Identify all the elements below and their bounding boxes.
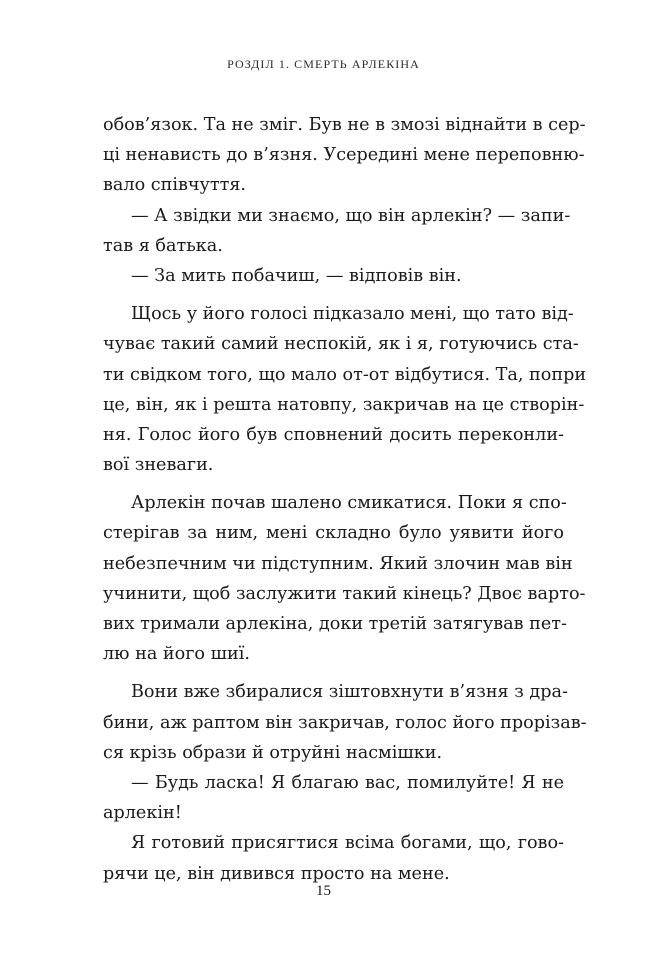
text-line: вих тримали арлекіна, доки третій затягував пет-	[103, 614, 567, 634]
text-line: небезпечним чи підступним. Який злочин мав він	[103, 553, 573, 574]
text-line: бини, аж раптом він закричав, голос його прорізав-	[103, 712, 587, 733]
paragraph-1	[103, 110, 586, 201]
text-line: арлекін!	[103, 803, 182, 824]
page-number: 15	[316, 883, 331, 899]
text-line: ня. Голос його був сповнений досить переконли-	[103, 424, 564, 445]
text-line: тав я батька.	[103, 235, 223, 256]
paragraph-5	[103, 488, 586, 669]
text-line: лю на його шиї.	[103, 644, 250, 665]
text-line: вої зневаги.	[103, 455, 214, 476]
text-line: чуває такий самий неспокій, як і я, готуючись ста-	[103, 334, 579, 355]
running-head: РОЗДІЛ 1. СМЕРТЬ АРЛЕКІНА	[227, 57, 420, 71]
text-line: ці ненависть до в’язня. Усередині мене переповню-	[103, 145, 585, 166]
text-line: ти свідком того, що мало от-от відбутися. Та, попри	[103, 364, 587, 385]
paragraph-8	[103, 828, 564, 888]
text-line: — Будь ласка! Я благаю вас, помилуйте! Я не	[131, 772, 564, 793]
text-line: вало співчуття.	[103, 175, 247, 196]
paragraph-6	[103, 677, 587, 768]
text-line: стерігав за ним, мені складно було уявити його	[103, 523, 564, 544]
text-line: учинити, щоб заслужити такий кінець? Двоє варто-	[103, 583, 586, 604]
body-text	[103, 110, 587, 889]
paragraph-2	[103, 201, 571, 261]
text-line: обов’язок. Та не зміг. Був не в змозі віднайти в сер-	[103, 115, 586, 135]
text-line: Вони вже збиралися зіштовхнути в’язня з дра-	[131, 682, 568, 703]
text-line: Щось у його голосі підказало мені, що тато від-	[131, 304, 574, 325]
text-line: — А звідки ми знаємо, що він арлекін? — запи-	[131, 205, 571, 226]
paragraph-4	[103, 299, 587, 480]
text-line: ся крізь образи й отруйні насмішки.	[103, 742, 443, 763]
text-line: Я готовий присягтися всіма богами, що, гово-	[131, 833, 564, 854]
paragraph-3	[103, 261, 564, 291]
paragraph-7	[103, 768, 564, 828]
text-line: — За мить побачиш, — відповів він.	[131, 265, 462, 286]
text-line: рячи це, він дивився просто на мене.	[103, 863, 450, 884]
text-line: Арлекін почав шалено смикатися. Поки я спо-	[131, 493, 567, 514]
text-line: це, він, як і решта натовпу, закричав на це створін-	[103, 394, 585, 415]
